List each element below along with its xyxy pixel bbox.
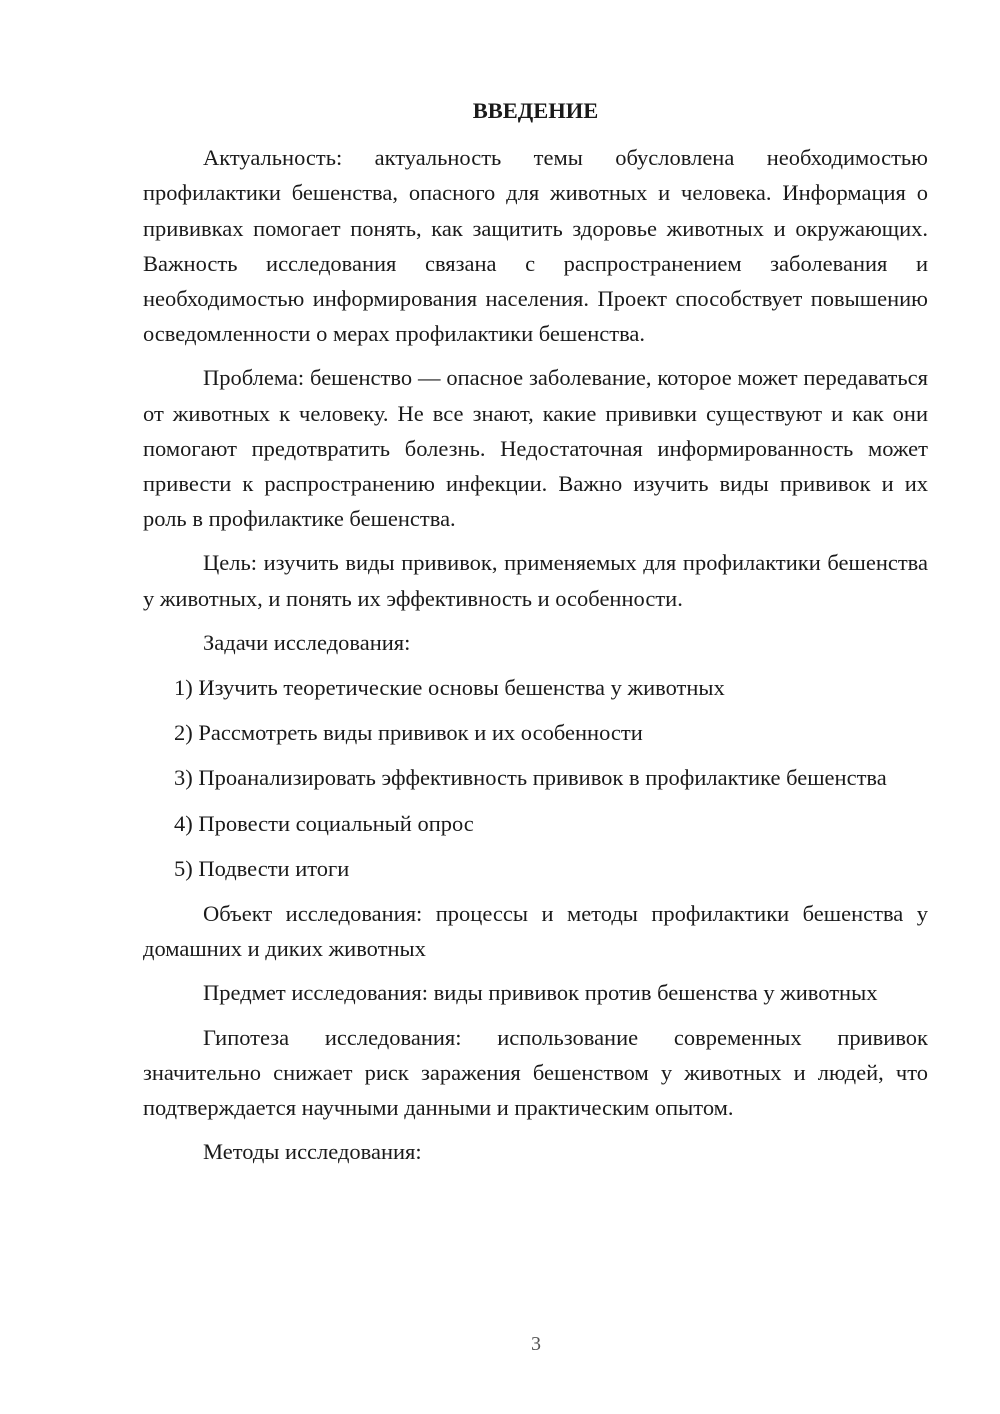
problem-paragraph: Проблема: бешенство — опасное заболевание, которое может передаваться от животных к человеку. Не все знают, какие прививки существуют и как они помогают предотвратить болезнь. Недостаточная информированность может привести к распространению инфекции. Важно изучить виды прививок и их роль в профилактике бешенства. [143,365,928,532]
task-item-4: 4) Провести социальный опрос [174,810,474,836]
hypothesis-paragraph: Гипотеза исследования: использование современных прививок значительно снижает риск заражения бешенством у животных и людей, что подтверждается научными данными и практическим опытом. [143,1024,928,1121]
section-title: ВВЕДЕНИЕ [472,98,599,123]
task-item-2: 2) Рассмотреть виды прививок и их особенности [174,720,643,746]
page-number: 3 [531,1333,541,1355]
task-item-1: 1) Изучить теоретические основы бешенства у животных [174,675,725,701]
methods-label: Методы исследования: [203,1139,422,1165]
page-body [143,93,928,1179]
task-item-5: 5) Подвести итоги [174,855,350,881]
relevance-paragraph: Актуальность: актуальность темы обусловлена необходимостью профилактики бешенства, опасного для животных и человека. Информация о прививках помогает понять, как защитить здоровье животных и окружающих. Важность исследования связана с распространением заболевания и необходимостью информирования населения. Проект способствует повышению осведомленности о мерах профилактики бешенства. [143,145,928,347]
object-paragraph: Объект исследования: процессы и методы профилактики бешенства у домашних и диких животных [143,901,928,962]
task-item-3: 3) Проанализировать эффективность прививок в профилактике бешенства [174,765,887,791]
tasks-label: Задачи исследования: [203,629,411,655]
subject-paragraph: Предмет исследования: виды прививок против бешенства у животных [203,980,878,1006]
goal-paragraph: Цель: изучить виды прививок, применяемых для профилактики бешенства у животных, и понять их эффективность и особенности. [143,550,928,611]
